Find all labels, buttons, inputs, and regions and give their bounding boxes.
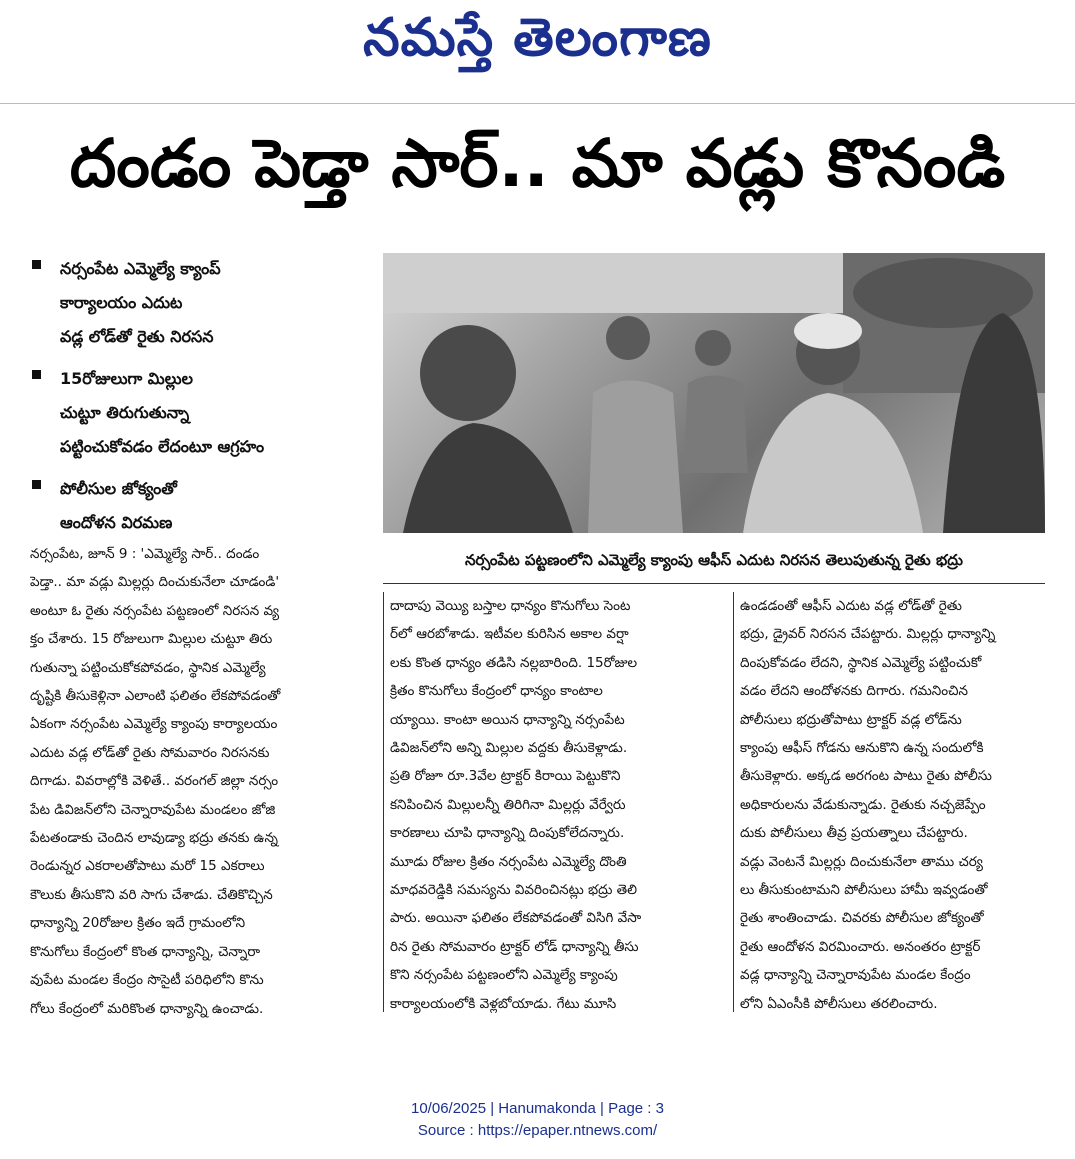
- article-column-2: [390, 592, 725, 1018]
- text-line: కనిపించిన మిల్లులన్నీ తిరిగినా మిల్లర్లు వేర్వేరు: [390, 796, 626, 813]
- text-line: ప్రతి రోజూ రూ.3వేల ట్రాక్టర్ కిరాయి పెట్టుకొని: [390, 768, 621, 785]
- source-link[interactable]: Source : https://epaper.ntnews.com/: [417, 1122, 658, 1139]
- highlight-line: ఆందోళన విరమణ: [60, 513, 173, 532]
- headline: దండం పెడ్తా సార్.. మా వడ్లు కొనండి: [69, 125, 1006, 202]
- text-line: వడ్లు వెంటనే మిల్లర్లు దించుకునేలా తాము చర్య: [740, 853, 983, 870]
- caption-divider: [383, 583, 1045, 584]
- text-line: దింపుకోవడం లేదని, స్థానిక ఎమ్మెల్యే పట్టించుకో: [740, 654, 982, 671]
- text-line: దృష్టికి తీసుకెళ్లినా ఎలాంటి ఫలితం లేకపోవడంతో: [30, 688, 281, 705]
- text-line: లకు కొంత ధాన్యం తడిసి నల్లబారింది. 15రోజుల: [390, 654, 638, 671]
- text-line: దిగాడు. వివరాల్లోకి వెళితే.. వరంగల్ జిల్లా నర్సం: [30, 773, 279, 790]
- photo-caption: నర్సంపేట పట్టణంలోని ఎమ్మెల్యే క్యాంపు ఆఫీస్ ఎదుట నిరసన తెలుపుతున్న రైతు భద్రు: [465, 551, 963, 569]
- masthead-logo: నమస్తే తెలంగాణ: [363, 8, 712, 68]
- text-line: ధాన్యాన్ని 20రోజుల క్రితం ఇదే గ్రామంలోని: [30, 915, 246, 932]
- highlight-item: [30, 252, 375, 354]
- text-line: ఏకంగా నర్సంపేట ఎమ్మెల్యే క్యాంపు కార్యాలయం: [30, 716, 278, 733]
- highlight-line: పోలీసుల జోక్యంతో: [60, 479, 177, 498]
- highlight-item: [30, 472, 375, 540]
- bullet-square-icon: [32, 480, 41, 489]
- text-line: దాదాపు వెయ్యి బస్తాల ధాన్యం కొనుగోలు సెంట: [390, 598, 631, 614]
- text-line: వడ్ల ధాన్యాన్ని చెన్నారావుపేట మండల కేంద్రం: [740, 967, 971, 984]
- text-line: దుకు పోలీసులు తీవ్ర ప్రయత్నాలు చేపట్టారు.: [740, 825, 968, 842]
- text-line: క్తం చేశారు. 15 రోజులుగా మిల్లుల చుట్టూ తిరు: [30, 631, 273, 648]
- masthead: [0, 0, 1075, 100]
- bullet-square-icon: [32, 260, 41, 269]
- text-line: కొనుగోలు కేంద్రంలో కొంత ధాన్యాన్ని, చెన్నారా: [30, 943, 261, 960]
- text-line: క్యాంపు ఆఫీస్ గోడను ఆనుకొని ఉన్న సందులోకి: [740, 740, 984, 757]
- text-line: నర్సంపేట, జూన్ 9 : 'ఎమ్మెల్యే సార్.. దండం: [30, 546, 260, 562]
- text-line: డివిజన్‌లోని అన్ని మిల్లుల వద్దకు తీసుకెళ్లాడు.: [390, 740, 628, 757]
- page-footer: [0, 1098, 1075, 1142]
- text-line: గోలు కేంద్రంలో మరికొంత ధాన్యాన్ని ఉంచాడు.: [30, 1000, 264, 1017]
- text-line: కారణాలు చూపి ధాన్యాన్ని దింపుకోలేదన్నారు.: [390, 825, 625, 842]
- highlight-line: 15రోజులుగా మిల్లుల: [60, 369, 193, 388]
- text-line: రెండున్నర ఎకరాలతోపాటు మరో 15 ఎకరాలు: [30, 858, 265, 875]
- text-line: లు తీసుకుంటామని పోలీసులు హామీ ఇవ్వడంతో: [740, 882, 988, 899]
- text-line: క్రితం కొనుగోలు కేంద్రంలో ధాన్యం కాంటాల: [390, 683, 603, 700]
- highlight-line: కార్యాలయం ఎదుట: [60, 293, 183, 312]
- masthead-divider: [0, 103, 1075, 104]
- text-line: తీసుకెళ్లారు. అక్కడ అరగంట పాటు రైతు పోలీసు: [740, 768, 992, 785]
- text-line: వడం లేదని ఆందోళనకు దిగారు. గమనించిన: [740, 683, 968, 700]
- edition-info: 10/06/2025 | Hanumakonda | Page : 3: [411, 1100, 664, 1117]
- text-line: గుతున్నా పట్టించుకోకపోవడం, స్థానిక ఎమ్మెల్యే: [30, 659, 266, 676]
- column-divider: [383, 592, 384, 1012]
- text-line: మాధవరెడ్డికి సమస్యను వివరించినట్లు భద్రు తెలి: [390, 882, 638, 899]
- text-line: అంటూ ఓ రైతు నర్సంపేట పట్టణంలో నిరసన వ్య: [30, 602, 280, 619]
- text-line: కౌలుకు తీసుకొని వరి సాగు చేశాడు. చేతికొచ్చిన: [30, 886, 273, 903]
- text-line: రిన రైతు సోమవారం ట్రాక్టర్ లోడ్ ధాన్యాన్ని తీసు: [390, 938, 639, 955]
- column-divider: [733, 592, 734, 1012]
- text-line: ఎదుట వడ్ల లోడ్‌తో రైతు సోమవారం నిరసనకు: [30, 744, 270, 761]
- text-line: పెడ్తా.. మా వడ్లు మిల్లర్లు దించుకునేలా చూడండి': [30, 574, 280, 591]
- highlights-list: [30, 252, 375, 548]
- bullet-square-icon: [32, 370, 41, 379]
- text-line: మూడు రోజుల క్రితం నర్సంపేట ఎమ్మెల్యే దొంతి: [390, 853, 627, 870]
- text-line: పారు. అయినా ఫలితం లేకపోవడంతో విసిగి వేసా: [390, 910, 642, 927]
- text-line: రైతు శాంతించాడు. చివరకు పోలీసుల జోక్యంతో: [740, 910, 984, 927]
- text-line: పోలీసులు భద్రుతోపాటు ట్రాక్టర్ వడ్ల లోడ్‌ను: [740, 711, 962, 728]
- highlight-item: [30, 362, 375, 464]
- text-line: ఉండడంతో ఆఫీస్ ఎదుట వడ్ల లోడ్‌తో రైతు: [740, 598, 962, 614]
- text-line: లోని ఏఎంసీకి పోలీసులు తరలించారు.: [740, 995, 938, 1012]
- text-line: భద్రు, డ్రైవర్ నిరసన చేపట్టారు. మిల్లర్లు ధాన్యాన్ని: [740, 626, 996, 643]
- text-line: ర్‌లో ఆరబోశాడు. ఇటీవల కురిసిన అకాల వర్షా: [390, 626, 629, 643]
- highlight-line: చుట్టూ తిరుగుతున్నా: [60, 403, 190, 422]
- text-line: య్యాయి. కాంటా అయిన ధాన్యాన్ని నర్సంపేట: [390, 711, 625, 728]
- photo-illustration: [383, 253, 1045, 533]
- text-line: కొని నర్సంపేట పట్టణంలోని ఎమ్మెల్యే క్యాంపు: [390, 967, 618, 984]
- text-line: కార్యాలయంలోకి వెళ్లబోయాడు. గేటు మూసి: [390, 995, 617, 1012]
- article-column-3: [740, 592, 1075, 1018]
- highlight-line: పట్టించుకోవడం లేదంటూ ఆగ్రహం: [60, 437, 265, 456]
- text-line: అధికారులను వేడుకున్నాడు. రైతుకు నచ్చజెప్పేం: [740, 796, 986, 813]
- highlight-line: నర్సంపేట ఎమ్మెల్యే క్యాంప్: [60, 259, 221, 278]
- text-line: రైతు ఆందోళన విరమించారు. అనంతరం ట్రాక్టర్: [740, 938, 981, 955]
- article-column-1: [30, 540, 375, 1023]
- text-line: పేటతండాకు చెందిన లావుడ్యా భద్రు తనకు ఉన్న: [30, 830, 278, 847]
- news-photo: [383, 253, 1045, 533]
- text-line: వుపేట మండల కేంద్రం సొసైటీ పరిధిలోని కొను: [30, 972, 264, 989]
- highlight-line: వడ్ల లోడ్‌తో రైతు నిరసన: [60, 327, 214, 346]
- text-line: పేట డివిజన్‌లోని చెన్నారావుపేట మండలం జోజి: [30, 801, 276, 818]
